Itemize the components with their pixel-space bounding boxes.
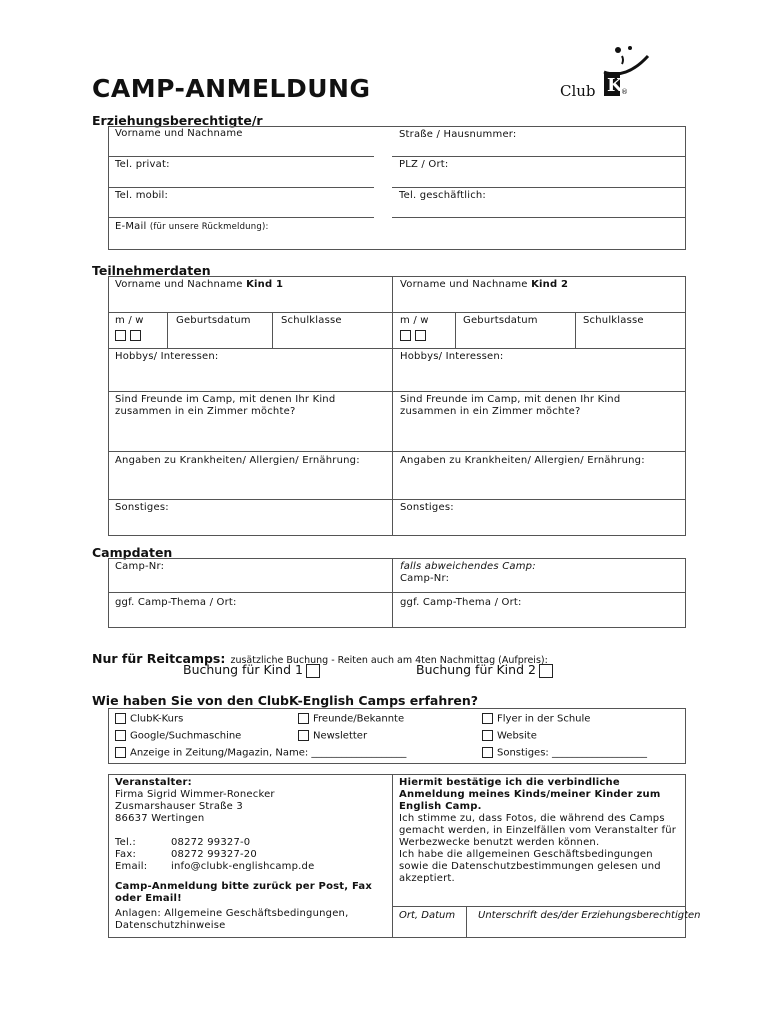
source-newsletter-checkbox[interactable] xyxy=(298,730,309,741)
confirmation-text: Hiermit bestätige ich die verbindliche Anmeldung meines Kinds/meiner Kinder zum English Camp. Ich stimme zu, dass Fotos, die während des Camps gemacht werden, in Einzelfällen vom Veranstalter für Werbezwecke benutzt werden können. Ich habe die allgemeinen Geschäftsbedingungen sowie die Datenschutzbestimmungen gelesen und akzeptiert. xyxy=(399,777,677,884)
child2-gender-checkboxes xyxy=(400,325,430,344)
logo-text: Club xyxy=(560,82,596,100)
page-title: CAMP-ANMELDUNG xyxy=(92,74,371,103)
source-option-other: Sonstiges: ___________________ xyxy=(482,747,647,759)
guardian-street-label: Straße / Hausnummer: xyxy=(399,129,517,140)
source-option-newsletter: Newsletter xyxy=(298,730,367,742)
child2-health-label: Angaben zu Krankheiten/ Allergien/ Ernährung: xyxy=(400,455,645,466)
source-heading: Wie haben Sie von den ClubK-English Camps erfahren? xyxy=(92,693,479,708)
logo-registered: ® xyxy=(621,88,628,96)
camp-nr-label: Camp-Nr: xyxy=(115,561,165,572)
riding-heading: Nur für Reitcamps: xyxy=(92,651,226,666)
child1-gender-label: m / w xyxy=(115,315,144,326)
source-ad-checkbox[interactable] xyxy=(115,747,126,758)
riding-child2: Buchung für Kind 2 xyxy=(416,662,553,678)
child2-friends-label: Sind Freunde im Camp, mit denen Ihr Kind zusammen in ein Zimmer möchte? xyxy=(400,394,621,417)
riding-note: zusätzliche Buchung - Reiten auch am 4ten Nachmittag (Aufpreis): xyxy=(230,655,548,666)
child1-health-label: Angaben zu Krankheiten/ Allergien/ Ernährung: xyxy=(115,455,360,466)
riding-child1: Buchung für Kind 1 xyxy=(183,662,320,678)
participants-heading: Teilnehmerdaten xyxy=(92,263,211,278)
source-other-checkbox[interactable] xyxy=(482,747,493,758)
child1-male-checkbox[interactable] xyxy=(115,330,126,341)
child2-birthdate-label: Geburtsdatum xyxy=(463,315,538,326)
child1-name-label: Vorname und Nachname Kind 1 xyxy=(115,279,284,290)
source-flyer-checkbox[interactable] xyxy=(482,713,493,724)
tel-business-label: Tel. geschäftlich: xyxy=(399,190,486,201)
source-website-checkbox[interactable] xyxy=(482,730,493,741)
alt-camp-label: falls abweichendes Camp: Camp-Nr: xyxy=(400,561,536,584)
riding-child2-checkbox[interactable] xyxy=(539,664,553,678)
camp-theme-label: ggf. Camp-Thema / Ort: xyxy=(115,597,237,608)
source-google-checkbox[interactable] xyxy=(115,730,126,741)
source-option-website: Website xyxy=(482,730,537,742)
child2-male-checkbox[interactable] xyxy=(400,330,411,341)
child2-name-label: Vorname und Nachname Kind 2 xyxy=(400,279,569,290)
child2-class-label: Schulklasse xyxy=(583,315,644,326)
guardian-heading: Erziehungsberechtigte/r xyxy=(92,113,263,128)
tel-private-label: Tel. privat: xyxy=(115,159,170,170)
riding-child1-checkbox[interactable] xyxy=(306,664,320,678)
organizer-info: Veranstalter: Firma Sigrid Wimmer-Ronecker Zusmarshauser Straße 3 86637 Wertingen Tel.: 08272 99327-0 Fax: 08272 99327-20 Email: info@clubk-englishcamp.de Camp-Anmeldung bitte zurück per Post, Fax oder Email! Anlagen: Allgemeine Geschäftsbedingungen, Datenschutzhinweise xyxy=(115,777,373,931)
tel-mobile-label: Tel. mobil: xyxy=(115,190,169,201)
camp-box xyxy=(108,558,686,628)
zip-city-label: PLZ / Ort: xyxy=(399,159,449,170)
child1-class-label: Schulklasse xyxy=(281,315,342,326)
child2-female-checkbox[interactable] xyxy=(415,330,426,341)
source-friends-checkbox[interactable] xyxy=(298,713,309,724)
child1-friends-label: Sind Freunde im Camp, mit denen Ihr Kind zusammen in ein Zimmer möchte? xyxy=(115,394,336,417)
camp-theme2-label: ggf. Camp-Thema / Ort: xyxy=(400,597,522,608)
guardian-name-label: Vorname und Nachname xyxy=(115,128,243,139)
child2-hobbies-label: Hobbys/ Interessen: xyxy=(400,351,504,362)
source-option-flyer: Flyer in der Schule xyxy=(482,713,590,725)
child1-hobbies-label: Hobbys/ Interessen: xyxy=(115,351,219,362)
child1-other-label: Sonstiges: xyxy=(115,502,169,513)
email-label: E-Mail (für unsere Rückmeldung): xyxy=(115,221,269,232)
clubk-logo xyxy=(560,42,660,104)
source-option-friends: Freunde/Bekannte xyxy=(298,713,404,725)
place-date-label: Ort, Datum xyxy=(399,910,456,921)
signature-label: Unterschrift des/der Erziehungsberechtigten xyxy=(478,910,701,921)
source-option-google: Google/Suchmaschine xyxy=(115,730,241,742)
email-note: (für unsere Rückmeldung): xyxy=(149,222,269,232)
child1-gender-checkboxes xyxy=(115,325,145,344)
svg-text:K: K xyxy=(607,75,623,96)
child1-birthdate-label: Geburtsdatum xyxy=(176,315,251,326)
source-option-ad: Anzeige in Zeitung/Magazin, Name: ___________________ xyxy=(115,747,406,759)
child1-female-checkbox[interactable] xyxy=(130,330,141,341)
child2-gender-label: m / w xyxy=(400,315,429,326)
child2-other-label: Sonstiges: xyxy=(400,502,454,513)
camp-heading: Campdaten xyxy=(92,545,173,560)
source-course-checkbox[interactable] xyxy=(115,713,126,724)
organizer-email-link[interactable]: info@clubk-englishcamp.de xyxy=(171,861,315,872)
source-option-course: ClubK-Kurs xyxy=(115,713,183,725)
